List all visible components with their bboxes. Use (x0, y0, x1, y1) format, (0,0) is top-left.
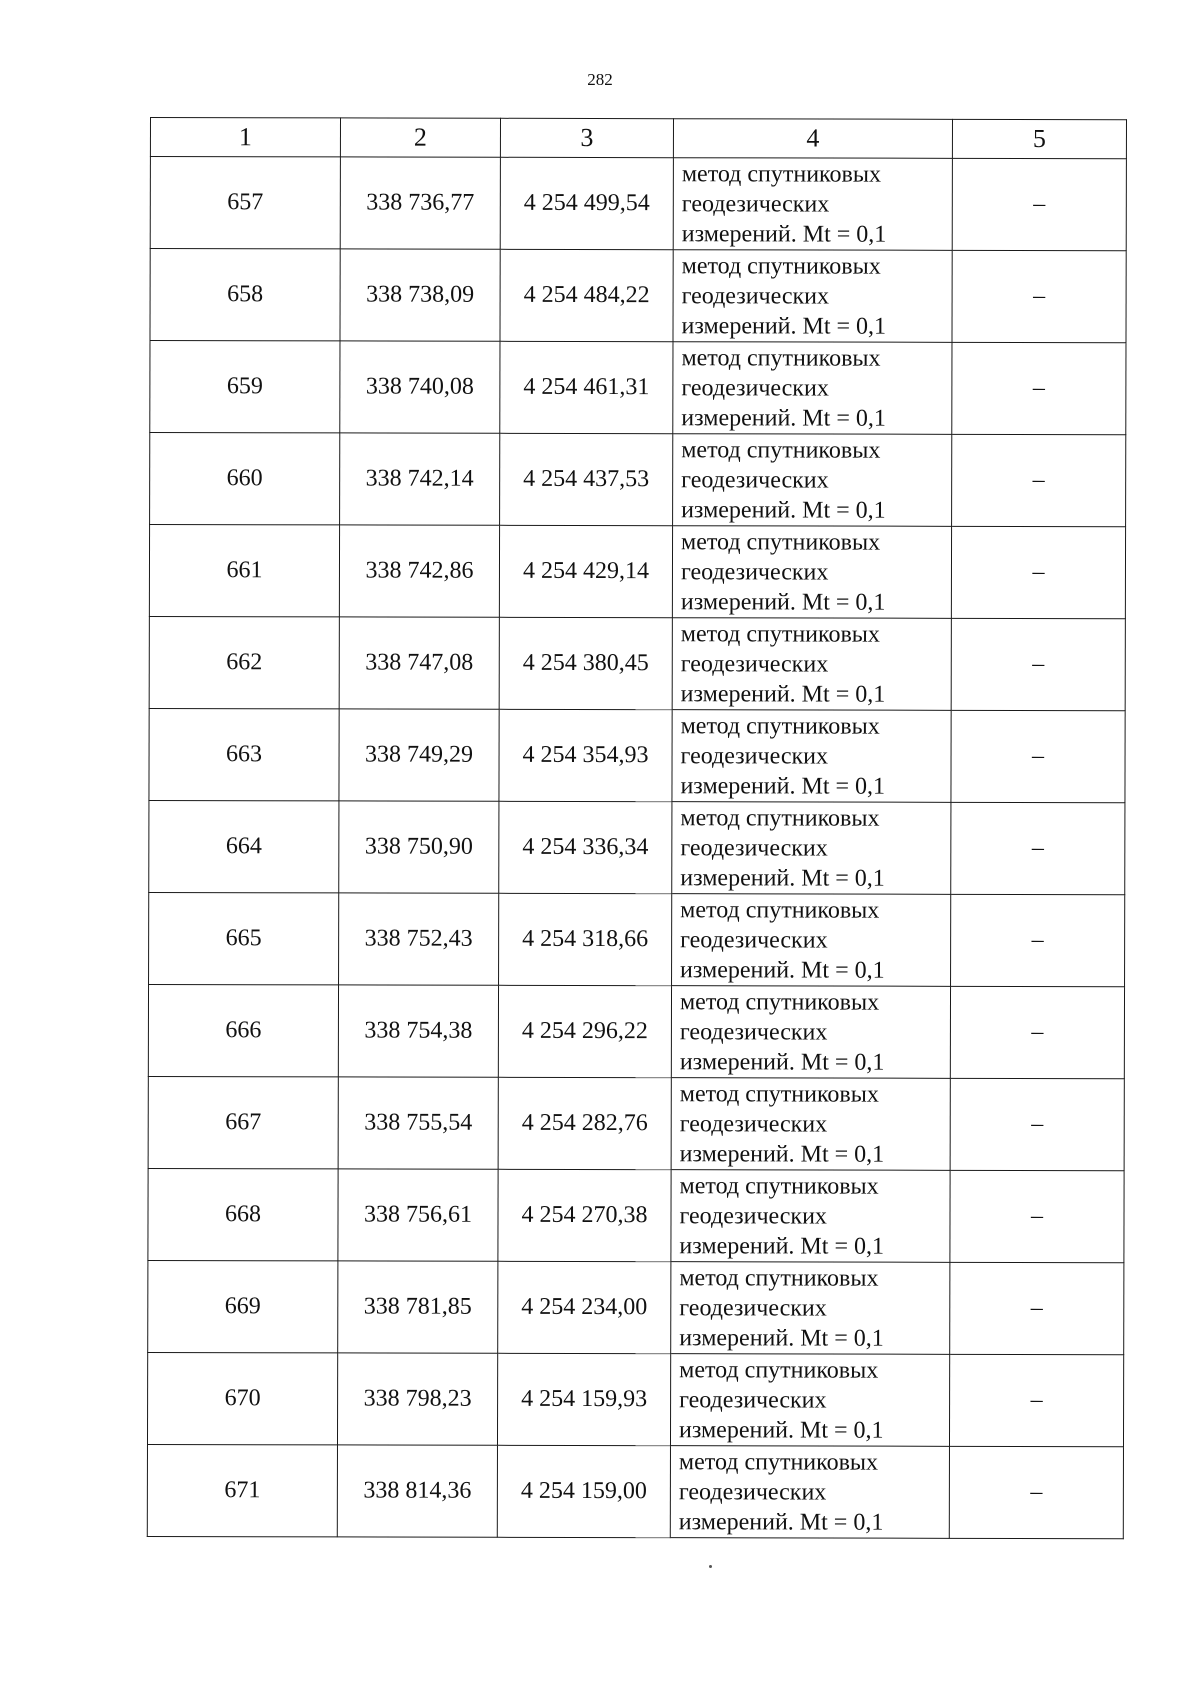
x-coordinate-cell: 338 742,86 (339, 525, 499, 617)
table-row (148, 1168, 1124, 1262)
x-coordinate-cell: 338 754,38 (338, 985, 498, 1077)
y-coordinate-cell: 4 254 484,22 (500, 249, 673, 341)
method-text-line: измерений. Mt = 0,1 (681, 496, 886, 524)
method-text-line: метод спутниковых (680, 804, 880, 832)
method-cell (673, 434, 952, 527)
y-coordinate-cell: 4 254 380,45 (499, 617, 672, 709)
x-coordinate-cell: 338 781,85 (338, 1261, 498, 1353)
method-cell (670, 1354, 949, 1447)
method-cell (673, 158, 952, 251)
header-col-5: 5 (952, 119, 1126, 158)
method-text-line: геодезических (680, 742, 829, 770)
point-number-cell: 665 (149, 892, 339, 984)
method-cell (672, 710, 951, 803)
method-text-line: метод спутниковых (680, 896, 880, 924)
x-coordinate-cell: 338 749,29 (339, 709, 499, 801)
method-text-line: метод спутниковых (679, 1080, 879, 1108)
page-number: 282 (587, 70, 613, 89)
method-text-line: метод спутниковых (681, 436, 881, 464)
x-coordinate-cell: 338 814,36 (337, 1445, 497, 1537)
method-text-line: геодезических (680, 650, 829, 678)
x-coordinate-cell: 338 750,90 (339, 801, 499, 893)
method-cell (671, 986, 950, 1079)
note-cell: – (949, 1354, 1123, 1446)
table-row (149, 892, 1125, 986)
method-text-line: измерений. Mt = 0,1 (680, 772, 886, 800)
method-text-line: измерений. Mt = 0,1 (679, 1324, 884, 1352)
note-cell: – (951, 802, 1125, 894)
coordinates-table-container (147, 117, 1126, 1539)
method-text-line: геодезических (680, 926, 828, 954)
coordinates-table (147, 117, 1127, 1539)
method-cell (670, 1446, 949, 1539)
y-coordinate-cell: 4 254 318,66 (499, 893, 672, 985)
point-number-cell: 671 (147, 1444, 337, 1536)
method-text-line: метод спутниковых (679, 988, 880, 1016)
x-coordinate-cell: 338 798,23 (337, 1353, 497, 1445)
method-text-line: метод спутниковых (681, 252, 881, 280)
method-text-line: метод спутниковых (681, 528, 881, 556)
table-row (148, 1260, 1124, 1354)
method-text-line: метод спутниковых (679, 1264, 879, 1292)
header-row (150, 118, 1126, 159)
method-cell (673, 342, 952, 435)
method-text-line: геодезических (680, 558, 829, 586)
note-cell: – (952, 342, 1126, 434)
x-coordinate-cell: 338 736,77 (340, 157, 500, 249)
method-text-line: метод спутниковых (680, 620, 880, 648)
method-cell (671, 1262, 950, 1355)
note-cell: – (949, 1446, 1123, 1538)
point-number-cell: 663 (149, 708, 339, 800)
x-coordinate-cell: 338 756,61 (338, 1169, 498, 1261)
table-row (149, 708, 1125, 802)
point-number-cell: 659 (150, 341, 340, 433)
y-coordinate-cell: 4 254 159,00 (497, 1445, 670, 1537)
table-row (150, 341, 1126, 435)
y-coordinate-cell: 4 254 270,38 (498, 1169, 671, 1261)
table-row (147, 1444, 1123, 1538)
point-number-cell: 669 (148, 1260, 338, 1352)
method-cell (672, 526, 951, 619)
note-cell: – (950, 1262, 1124, 1354)
table-row (148, 984, 1124, 1078)
method-cell (673, 250, 952, 343)
table-row (149, 525, 1125, 619)
method-text-line: измерений. Mt = 0,1 (678, 1508, 884, 1536)
point-number-cell: 658 (150, 249, 340, 341)
method-text-line: метод спутниковых (679, 1356, 879, 1384)
method-cell (672, 618, 951, 711)
note-cell: – (951, 618, 1125, 710)
y-coordinate-cell: 4 254 159,93 (497, 1353, 670, 1445)
method-text-line: метод спутниковых (681, 344, 881, 372)
header-col-4: 4 (673, 119, 952, 159)
x-coordinate-cell: 338 742,14 (340, 433, 500, 525)
method-text-line: геодезических (679, 1294, 827, 1322)
header-col-2: 2 (340, 118, 500, 157)
method-text-line: измерений. Mt = 0,1 (680, 864, 885, 892)
table-row (147, 1352, 1123, 1446)
table-row (148, 1076, 1124, 1170)
method-cell (671, 1078, 950, 1171)
method-text-line: измерений. Mt = 0,1 (679, 1232, 885, 1260)
note-cell: – (950, 986, 1124, 1078)
method-text-line: измерений. Mt = 0,1 (680, 956, 885, 984)
table-row (150, 249, 1126, 343)
point-number-cell: 668 (148, 1168, 338, 1260)
point-number-cell: 660 (150, 433, 340, 525)
y-coordinate-cell: 4 254 354,93 (499, 709, 672, 801)
header-col-1: 1 (150, 118, 340, 157)
y-coordinate-cell: 4 254 437,53 (500, 433, 673, 525)
method-text-line: измерений. Mt = 0,1 (679, 1048, 885, 1076)
note-cell: – (952, 434, 1126, 526)
point-number-cell: 666 (148, 984, 338, 1076)
method-cell (671, 1170, 950, 1263)
x-coordinate-cell: 338 738,09 (340, 249, 500, 341)
y-coordinate-cell: 4 254 234,00 (498, 1261, 671, 1353)
method-text-line: геодезических (679, 1202, 827, 1230)
table-row (150, 433, 1126, 527)
note-cell: – (950, 1170, 1124, 1262)
method-text-line: геодезических (679, 1386, 827, 1414)
table-row (149, 800, 1125, 894)
method-text-line: геодезических (681, 190, 830, 218)
method-text-line: измерений. Mt = 0,1 (681, 220, 887, 248)
y-coordinate-cell: 4 254 296,22 (498, 985, 671, 1077)
method-text-line: измерений. Mt = 0,1 (680, 680, 886, 708)
method-text-line: измерений. Mt = 0,1 (678, 1416, 884, 1444)
y-coordinate-cell: 4 254 499,54 (500, 157, 673, 249)
method-text-line: геодезических (678, 1478, 827, 1506)
table-header (150, 118, 1126, 159)
note-cell: – (951, 710, 1125, 802)
y-coordinate-cell: 4 254 461,31 (500, 341, 673, 433)
note-cell: – (950, 1078, 1124, 1170)
y-coordinate-cell: 4 254 282,76 (498, 1077, 671, 1169)
method-text-line: метод спутниковых (680, 712, 880, 740)
point-number-cell: 661 (149, 525, 339, 617)
method-cell (672, 802, 951, 895)
point-number-cell: 670 (147, 1352, 337, 1444)
method-text-line: геодезических (681, 374, 829, 402)
method-text-line: измерений. Mt = 0,1 (681, 404, 886, 432)
y-coordinate-cell: 4 254 429,14 (499, 525, 672, 617)
table-row (150, 157, 1126, 251)
method-text-line: геодезических (679, 1110, 828, 1138)
point-number-cell: 657 (150, 157, 340, 249)
x-coordinate-cell: 338 747,08 (339, 617, 499, 709)
method-text-line: измерений. Mt = 0,1 (680, 588, 886, 616)
header-col-3: 3 (500, 118, 673, 157)
table-body (147, 157, 1126, 1539)
point-number-cell: 664 (149, 800, 339, 892)
y-coordinate-cell: 4 254 336,34 (499, 801, 672, 893)
method-text-line: геодезических (680, 834, 828, 862)
method-text-line: геодезических (681, 466, 829, 494)
stray-dot (709, 1565, 712, 1568)
point-number-cell: 667 (148, 1076, 338, 1168)
note-cell: – (952, 158, 1126, 250)
method-text-line: геодезических (681, 282, 830, 310)
table-row (149, 616, 1125, 710)
method-text-line: измерений. Mt = 0,1 (681, 312, 887, 340)
note-cell: – (951, 894, 1125, 986)
method-text-line: измерений. Mt = 0,1 (679, 1140, 885, 1168)
note-cell: – (952, 250, 1126, 342)
x-coordinate-cell: 338 740,08 (340, 341, 500, 433)
x-coordinate-cell: 338 755,54 (338, 1077, 498, 1169)
method-cell (672, 894, 951, 987)
method-text-line: метод спутниковых (678, 1448, 879, 1476)
method-text-line: геодезических (679, 1018, 828, 1046)
x-coordinate-cell: 338 752,43 (339, 893, 499, 985)
point-number-cell: 662 (149, 616, 339, 708)
note-cell: – (951, 526, 1125, 618)
method-text-line: метод спутниковых (681, 160, 882, 188)
method-text-line: метод спутниковых (679, 1172, 879, 1200)
